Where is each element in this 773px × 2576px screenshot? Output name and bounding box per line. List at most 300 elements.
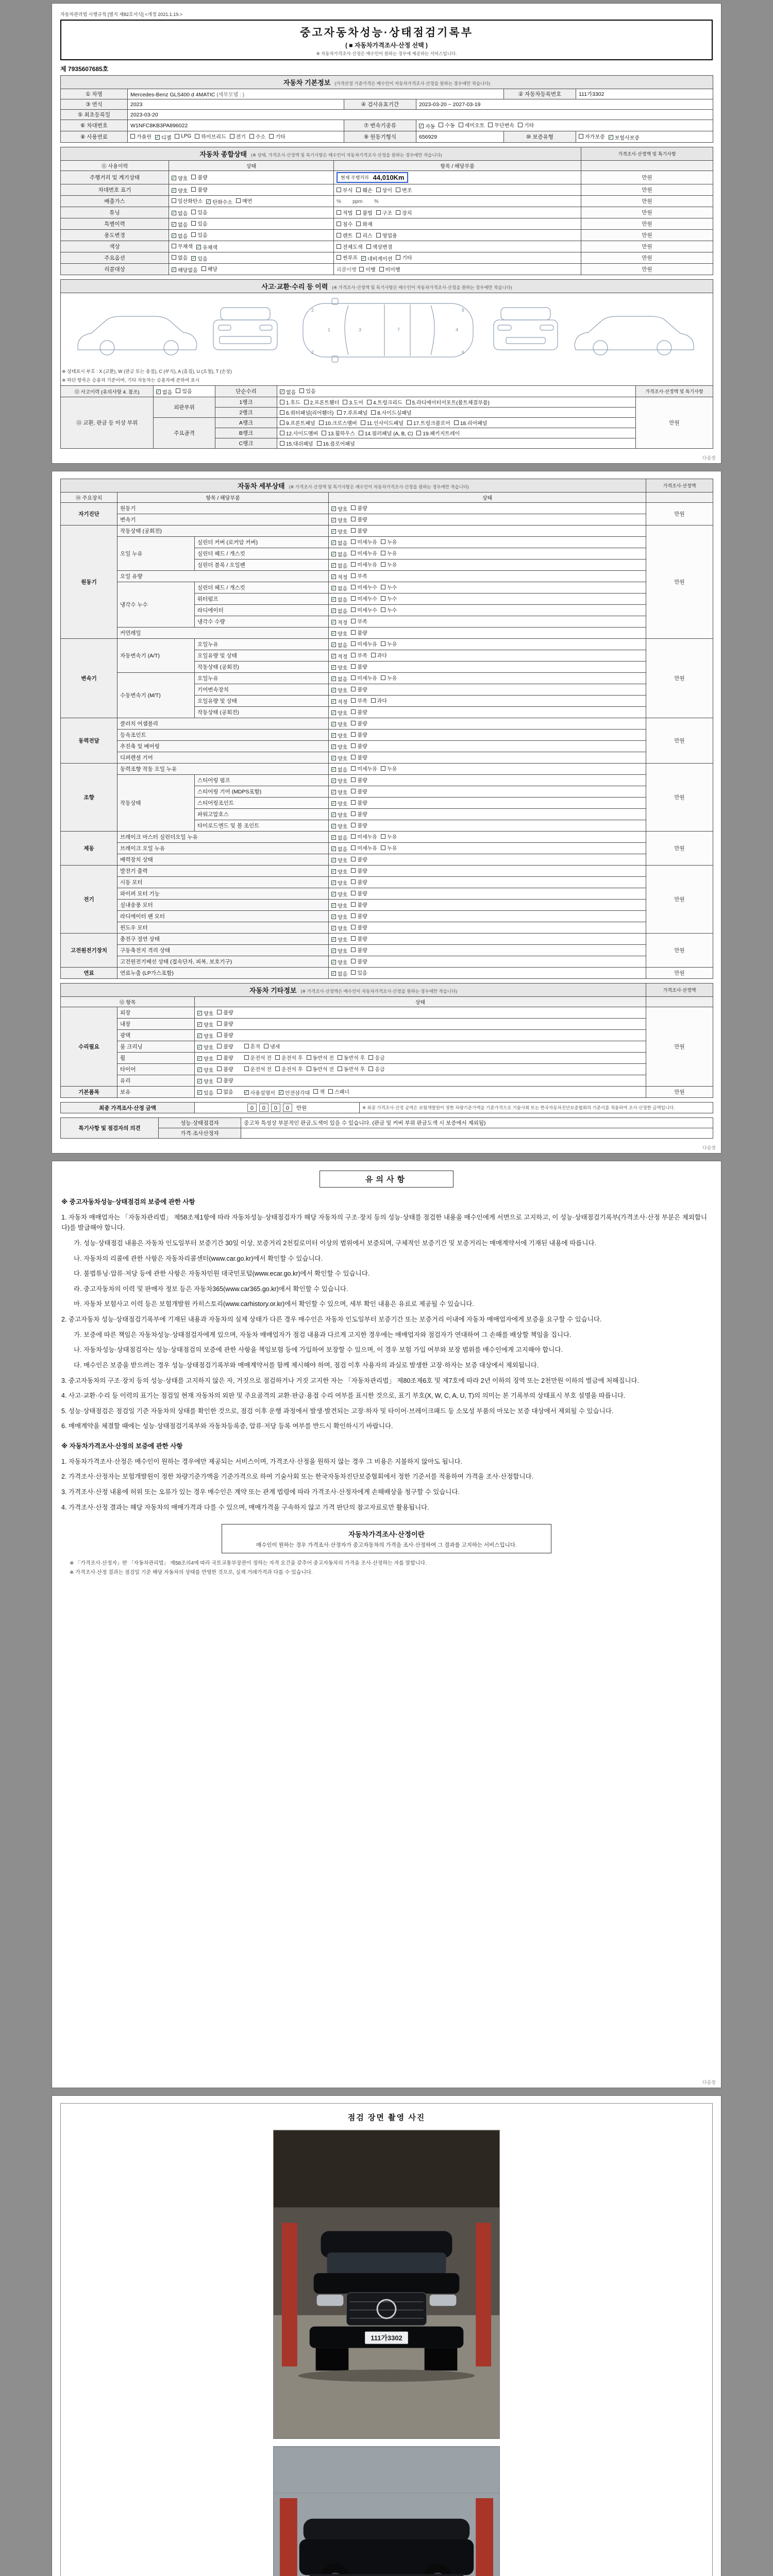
checkbox-option[interactable] [130, 132, 152, 140]
checkbox-option[interactable] [317, 439, 355, 447]
checkbox-option[interactable] [206, 198, 232, 206]
checkbox-option[interactable] [172, 174, 188, 182]
checkbox-option[interactable] [351, 765, 377, 772]
checkbox-option[interactable] [175, 133, 191, 139]
checkbox-label: 7.루프패널 [343, 411, 368, 416]
checkbox-option[interactable] [331, 664, 347, 671]
checkbox-option[interactable] [280, 388, 296, 396]
checkbox-option[interactable] [337, 209, 352, 216]
checkbox-option[interactable] [331, 562, 347, 569]
checkbox-option[interactable] [279, 1089, 310, 1096]
checkbox-option[interactable] [217, 1042, 233, 1050]
checkbox-option[interactable] [217, 1031, 233, 1039]
checkbox-option[interactable] [356, 220, 372, 228]
checkbox-box-icon: ✓ [331, 574, 336, 579]
rank-items-cell [277, 428, 636, 438]
notice-paragraph: 마. 자동차 보험사고 이력 등은 보험개발원 카히스토리(www.carhistory.or.kr)에서 확인할 수 있으며, 세부 확인 내용은 유료로 제공될 수 있습니다. [74, 1300, 474, 1308]
checkbox-option[interactable] [381, 561, 397, 568]
checkbox-option[interactable] [351, 674, 377, 682]
checkbox-option[interactable] [331, 777, 347, 785]
checkbox-box-icon [376, 210, 381, 215]
checkbox-option[interactable] [197, 1089, 213, 1096]
checkbox-option[interactable] [331, 970, 347, 977]
final-price-table [60, 1102, 713, 1113]
checkbox-option[interactable] [217, 1054, 233, 1061]
checkbox-option[interactable] [351, 629, 367, 636]
checkbox-option[interactable] [155, 133, 171, 141]
checkbox-box-icon: ✓ [172, 267, 176, 272]
checkbox-option[interactable] [376, 231, 397, 239]
checkbox-option[interactable] [331, 936, 347, 943]
checkbox-label: 수소 [255, 134, 266, 140]
checkbox-label: 불량 [357, 733, 367, 738]
checkbox-option[interactable] [331, 596, 347, 603]
checkbox-option[interactable] [313, 1088, 325, 1095]
etc-item-label: 광택 [117, 1030, 195, 1041]
checkbox-option[interactable] [197, 1009, 213, 1017]
checkbox-option[interactable] [351, 685, 367, 693]
checkbox-label: 양호 [338, 790, 348, 796]
checkbox-option[interactable] [351, 833, 377, 840]
checkbox-option[interactable] [331, 584, 347, 592]
checkbox-option[interactable] [351, 538, 377, 546]
checkbox-option[interactable] [172, 232, 188, 240]
checkbox-option[interactable] [172, 253, 188, 261]
checkbox-option[interactable] [351, 855, 367, 863]
checkbox-option[interactable] [331, 834, 347, 841]
checkbox-box-icon: ✓ [196, 244, 201, 249]
checkbox-option[interactable] [351, 527, 367, 534]
checkbox-label: 1.후드 [286, 400, 300, 406]
checkbox-option[interactable] [351, 708, 367, 716]
checkbox-option[interactable] [337, 243, 363, 250]
checkbox-option[interactable] [381, 833, 397, 840]
checkbox-option[interactable] [264, 1042, 280, 1050]
checkbox-label: 응급 [375, 1067, 385, 1073]
checkbox-option[interactable] [331, 879, 347, 887]
checkbox-option[interactable] [356, 209, 372, 216]
checkbox-option[interactable] [331, 947, 347, 955]
checkbox-option[interactable] [197, 1055, 213, 1062]
checkbox-label: 없음 [338, 586, 348, 592]
checkbox-option[interactable] [396, 209, 412, 216]
checkbox-option[interactable] [280, 419, 315, 427]
checkbox-option[interactable] [351, 969, 367, 976]
checkbox-option[interactable] [331, 868, 347, 875]
checkbox-option[interactable] [351, 731, 367, 738]
checkbox-option[interactable] [381, 549, 397, 557]
checkbox-option[interactable] [191, 219, 207, 227]
checkbox-option[interactable] [351, 595, 377, 602]
checkbox-box-icon [351, 789, 356, 793]
checkbox-box-icon: ✓ [331, 551, 336, 556]
final-price-row [61, 1103, 713, 1113]
checkbox-label: 누수 [386, 608, 397, 614]
checkbox-option[interactable] [359, 429, 413, 437]
detail-item-label: 충전구 절연 상태 [117, 934, 329, 945]
checkbox-option[interactable] [275, 1054, 303, 1061]
detail-row [61, 877, 713, 888]
checkbox-option[interactable] [351, 651, 367, 659]
checkbox-option[interactable] [351, 572, 367, 580]
overall-row [61, 241, 713, 252]
checkbox-box-icon: ✓ [156, 389, 161, 394]
use-history-label: 색상 [61, 241, 169, 252]
checkbox-option[interactable] [176, 387, 192, 395]
price-cell: 만원 [581, 171, 713, 184]
checkbox-option[interactable] [236, 197, 252, 205]
checkbox-label: 양호 [338, 756, 348, 762]
checkbox-label: 양호 [338, 507, 348, 513]
checkbox-option[interactable] [381, 765, 397, 772]
checkbox-box-icon: ✓ [331, 744, 336, 749]
checkbox-option[interactable] [244, 1089, 275, 1096]
checkbox-box-icon: ✓ [331, 925, 336, 930]
checkbox-option[interactable] [396, 186, 412, 194]
checkbox-option[interactable] [381, 674, 397, 682]
checkbox-option[interactable] [337, 231, 352, 239]
checkbox-option[interactable] [195, 132, 226, 140]
checkbox-option[interactable] [351, 776, 367, 784]
checkbox-option[interactable] [331, 732, 347, 739]
use-history-label: 튜닝 [61, 207, 169, 218]
checkbox-label: 리스 [362, 233, 373, 239]
checkbox-option[interactable] [280, 398, 300, 406]
checkbox-option[interactable] [230, 132, 246, 140]
checkbox-option[interactable] [407, 419, 450, 427]
checkbox-box-icon [459, 123, 463, 127]
checkbox-option[interactable] [217, 1088, 233, 1095]
checkbox-option[interactable] [331, 845, 347, 853]
checkbox-option[interactable] [217, 1065, 233, 1073]
checkbox-option[interactable] [244, 1042, 260, 1050]
checkbox-option[interactable] [361, 419, 404, 427]
checkbox-option[interactable] [381, 538, 397, 546]
checkbox-option[interactable] [351, 606, 377, 614]
checkbox-option[interactable] [191, 255, 207, 262]
checkbox-option[interactable] [379, 265, 400, 273]
checkbox-option[interactable] [172, 266, 198, 274]
checkbox-option[interactable] [406, 398, 490, 406]
checkbox-label: 불량 [223, 1010, 233, 1016]
checkbox-option[interactable] [351, 844, 377, 852]
checkbox-option[interactable] [368, 1065, 384, 1073]
checkbox-option[interactable] [351, 719, 367, 727]
checkbox-label: 부식 [343, 188, 353, 194]
checkbox-option[interactable] [351, 957, 367, 965]
vin-value: W1NFC8KB3PA896022 [128, 120, 344, 131]
checkbox-option[interactable] [419, 122, 435, 130]
checkbox-option[interactable] [172, 242, 193, 250]
page-2 [52, 471, 721, 1154]
checkbox-option[interactable] [322, 429, 355, 437]
checkbox-option[interactable] [351, 867, 367, 874]
checkbox-option[interactable] [331, 528, 347, 535]
checkbox-label: 불량 [357, 789, 367, 795]
checkbox-option[interactable] [381, 606, 397, 614]
checkbox-option[interactable] [396, 253, 412, 261]
checkbox-option[interactable] [371, 651, 387, 659]
checkbox-option[interactable] [217, 1008, 233, 1016]
checkbox-option[interactable] [367, 398, 402, 406]
detail-item-label: 오일 누유 [117, 537, 195, 571]
checkbox-option[interactable] [331, 698, 347, 705]
checkbox-option[interactable] [337, 220, 352, 228]
checkbox-box-icon [356, 210, 361, 215]
checkbox-option[interactable] [366, 243, 393, 250]
checkbox-option[interactable] [331, 788, 347, 796]
checkbox-option[interactable] [351, 504, 367, 512]
checkbox-option[interactable] [337, 409, 367, 416]
checkbox-option[interactable] [381, 844, 397, 852]
checkbox-option[interactable] [351, 946, 367, 954]
checkbox-option[interactable] [351, 878, 367, 886]
checkbox-option[interactable] [351, 787, 367, 795]
checkbox-option[interactable] [331, 618, 347, 626]
checkbox-option[interactable] [351, 561, 377, 568]
checkbox-box-icon [313, 1089, 318, 1094]
checkbox-option[interactable] [304, 398, 340, 406]
checkbox-option[interactable] [331, 958, 347, 966]
checkbox-option[interactable] [307, 1054, 334, 1061]
checkbox-option[interactable] [416, 429, 460, 437]
checkbox-label: 영업용 [382, 233, 397, 239]
checkbox-option[interactable] [331, 822, 347, 830]
checkbox-option[interactable] [351, 515, 367, 523]
carname-label: ① 차명 [61, 89, 128, 99]
final-price-digit: 0 [283, 1104, 292, 1112]
major-system-label: 자기진단 [61, 503, 117, 526]
checkbox-option[interactable] [172, 221, 188, 228]
checkbox-option[interactable] [331, 505, 347, 513]
checkbox-option[interactable] [217, 1020, 233, 1027]
accident-price-header: 가격조사·산정액 및 특기사항 [636, 386, 713, 397]
checkbox-label: 탄화수소 [212, 200, 232, 206]
detail-state-cell [329, 820, 646, 832]
checkbox-option[interactable] [191, 208, 207, 216]
checkbox-option[interactable] [368, 1054, 384, 1061]
detail-state-cell [329, 934, 646, 945]
checkbox-option[interactable] [197, 1043, 213, 1051]
detail-state-cell [329, 854, 646, 866]
checkbox-option[interactable] [249, 132, 265, 140]
checkbox-option[interactable] [356, 186, 372, 194]
checkbox-option[interactable] [351, 549, 377, 557]
checkbox-option[interactable] [331, 686, 347, 694]
checkbox-box-icon [319, 420, 324, 425]
detail-part-label: 오일유량 및 상태 [195, 696, 329, 707]
checkbox-label: 해당 [207, 267, 217, 273]
checkbox-option[interactable] [331, 913, 347, 921]
checkbox-option[interactable] [343, 398, 363, 406]
checkbox-option[interactable] [351, 923, 367, 931]
checkbox-label: 11.인사이드패널 [366, 421, 404, 427]
checkbox-label: 해당없음 [178, 268, 198, 274]
checkbox-option[interactable] [337, 253, 358, 261]
checkbox-option[interactable] [331, 630, 347, 637]
checkbox-option[interactable] [331, 743, 347, 751]
notice-paragraph: 4. 사고·교환·수리 등 이력의 표기는 점검일 현재 자동차의 외판 및 주요골격의 교환·판금·용접 수리 여부를 표시한 것으로, 표기 부호(X, W, C, A, U, T)의 의미는 본 기록부의 상태표시 부호 설명을 따릅니다. [61, 1392, 626, 1400]
notice-body [60, 1197, 713, 1513]
checkbox-option[interactable] [351, 697, 367, 704]
checkbox-option[interactable] [351, 617, 367, 625]
checkbox-option[interactable] [331, 811, 347, 819]
checkbox-option[interactable] [319, 419, 357, 427]
checkbox-label: 없음 [338, 609, 348, 615]
checkbox-option[interactable] [191, 173, 207, 181]
checkbox-option[interactable] [331, 902, 347, 909]
checkbox-option[interactable] [351, 912, 367, 920]
checkbox-option[interactable] [331, 573, 347, 581]
transmission-options [416, 120, 713, 131]
checkbox-option[interactable] [579, 132, 605, 140]
checkbox-option[interactable] [351, 742, 367, 750]
checkbox-option[interactable] [351, 640, 377, 648]
checkbox-option[interactable] [299, 387, 315, 395]
checkbox-option[interactable] [381, 640, 397, 648]
checkbox-option[interactable] [172, 197, 203, 205]
checkbox-option[interactable] [197, 1021, 213, 1028]
detail-row [61, 922, 713, 934]
price-cell: 만원 [581, 184, 713, 196]
etc-note: (※ 가격조사·산정액은 매수인이 자동차가격조사·산정을 원하는 경우에만 적습니다) [300, 989, 458, 994]
checkbox-box-icon [172, 244, 176, 248]
item-options-cell [334, 264, 581, 275]
checkbox-option[interactable] [331, 652, 347, 660]
checkbox-box-icon [381, 834, 385, 839]
notice-paragraph: 5. 성능·상태점검은 점검일 기준 자동차의 상태를 확인한 것으로, 점검 이후 운행 과정에서 발생·발견되는 고장·하자 및 타이어·브레이크패드 등 소모성 부품의 마모는 보증 대상에서 제외될 수 있습니다. [61, 1407, 614, 1415]
checkbox-option[interactable] [331, 720, 347, 728]
checkbox-option[interactable] [328, 1088, 349, 1095]
checkbox-option[interactable] [172, 187, 188, 194]
checkbox-option[interactable] [331, 550, 347, 558]
notice-paragraph: 6. 매매계약을 체결할 때에는 성능·상태점검기록부와 자동차등록증, 압류·저당 등록 여부를 반드시 확인하시기 바랍니다. [61, 1422, 393, 1430]
checkbox-option[interactable] [381, 583, 397, 591]
checkbox-option[interactable] [371, 409, 411, 416]
price-cell: 만원 [646, 503, 713, 526]
checkbox-option[interactable] [217, 1076, 233, 1084]
checkbox-box-icon [351, 947, 356, 952]
checkbox-option[interactable] [488, 121, 514, 129]
checkbox-option[interactable] [331, 890, 347, 898]
checkbox-option[interactable] [376, 209, 392, 216]
checkbox-option[interactable] [351, 799, 367, 806]
checkbox-option[interactable] [351, 935, 367, 942]
detail-item-label: 원동기 [117, 503, 329, 514]
checkbox-box-icon [351, 675, 356, 680]
checkbox-label: 18.리어패널 [460, 421, 488, 427]
checkbox-option[interactable] [331, 800, 347, 807]
checkbox-option[interactable] [156, 388, 172, 396]
item-options-cell [334, 218, 581, 230]
checkbox-label: 불량 [357, 687, 367, 693]
checkbox-option[interactable] [518, 121, 534, 129]
checkbox-option[interactable] [376, 186, 392, 194]
checkbox-option[interactable] [280, 429, 318, 437]
checkbox-option[interactable] [359, 265, 375, 273]
checkbox-option[interactable] [609, 133, 640, 141]
checkbox-option[interactable] [439, 121, 455, 129]
state-options-cell [169, 207, 334, 218]
checkbox-option[interactable] [280, 409, 333, 416]
checkbox-option[interactable] [331, 754, 347, 762]
checkbox-option[interactable] [275, 1065, 303, 1073]
accident-history-options [154, 386, 215, 397]
checkbox-option[interactable] [351, 821, 367, 829]
col-etc-item: ⑮ 항목 [61, 997, 195, 1007]
checkbox-option[interactable] [197, 1066, 213, 1074]
checkbox-label: 불법 [362, 211, 373, 216]
svg-text:3: 3 [358, 327, 361, 332]
checkbox-option[interactable] [371, 697, 387, 704]
checkbox-option[interactable] [172, 209, 188, 217]
svg-text:6: 6 [461, 308, 464, 313]
checkbox-option[interactable] [351, 583, 377, 591]
inspection-photos-box [60, 2103, 713, 2576]
checkbox-option[interactable] [338, 1054, 365, 1061]
checkbox-label: 2.프론트휀더 [310, 400, 340, 406]
notice-footnote-2: ※ 가격조사·산정 결과는 점검일 기준 해당 자동차의 상태를 반영한 것으로, 실제 거래가격과 다를 수 있습니다. [70, 1570, 313, 1576]
checkbox-option[interactable] [196, 243, 217, 251]
checkbox-box-icon [351, 936, 356, 941]
checkbox-option[interactable] [331, 641, 347, 649]
checkbox-option[interactable] [197, 1032, 213, 1040]
checkbox-option[interactable] [191, 231, 207, 239]
accident-diagram-row [61, 293, 713, 386]
checkbox-box-icon: ✓ [331, 563, 336, 568]
checkbox-option[interactable] [331, 675, 347, 683]
checkbox-option[interactable] [331, 607, 347, 615]
checkbox-option[interactable] [351, 663, 367, 670]
checkbox-option[interactable] [351, 810, 367, 818]
checkbox-option[interactable] [459, 121, 485, 129]
checkbox-option[interactable] [269, 132, 285, 140]
checkbox-option[interactable] [331, 924, 347, 932]
checkbox-option[interactable] [351, 889, 367, 897]
checkbox-option[interactable] [331, 709, 347, 717]
checkbox-option[interactable] [191, 185, 207, 193]
checkbox-option[interactable] [454, 419, 488, 427]
checkbox-label: 누유 [386, 835, 397, 840]
checkbox-option[interactable] [331, 539, 347, 547]
overall-title: 자동차 종합상태 [199, 150, 247, 158]
checkbox-option[interactable] [351, 753, 367, 761]
checkbox-box-icon [356, 233, 361, 238]
checkbox-option[interactable] [280, 439, 313, 447]
checkbox-label: 미세누유 [357, 642, 377, 648]
checkbox-option[interactable] [361, 255, 392, 262]
car-diagram [70, 296, 704, 364]
checkbox-option[interactable] [201, 265, 217, 273]
checkbox-option[interactable] [197, 1077, 213, 1085]
checkbox-label: 15.대쉬패널 [286, 442, 313, 447]
checkbox-option[interactable] [244, 1054, 272, 1061]
checkbox-option[interactable] [356, 231, 372, 239]
checkbox-option[interactable] [381, 595, 397, 602]
checkbox-option[interactable] [338, 1065, 365, 1073]
checkbox-option[interactable] [351, 901, 367, 908]
checkbox-option[interactable] [244, 1065, 272, 1073]
checkbox-option[interactable] [307, 1065, 334, 1073]
checkbox-box-icon: ✓ [197, 1022, 202, 1027]
checkbox-option[interactable] [337, 186, 352, 194]
checkbox-box-icon [275, 1066, 280, 1071]
checkbox-option[interactable] [331, 766, 347, 773]
checkbox-option[interactable] [331, 516, 347, 524]
col-detail-state: 상태 [329, 493, 646, 503]
checkbox-box-icon [337, 210, 341, 215]
checkbox-option[interactable] [331, 856, 347, 864]
